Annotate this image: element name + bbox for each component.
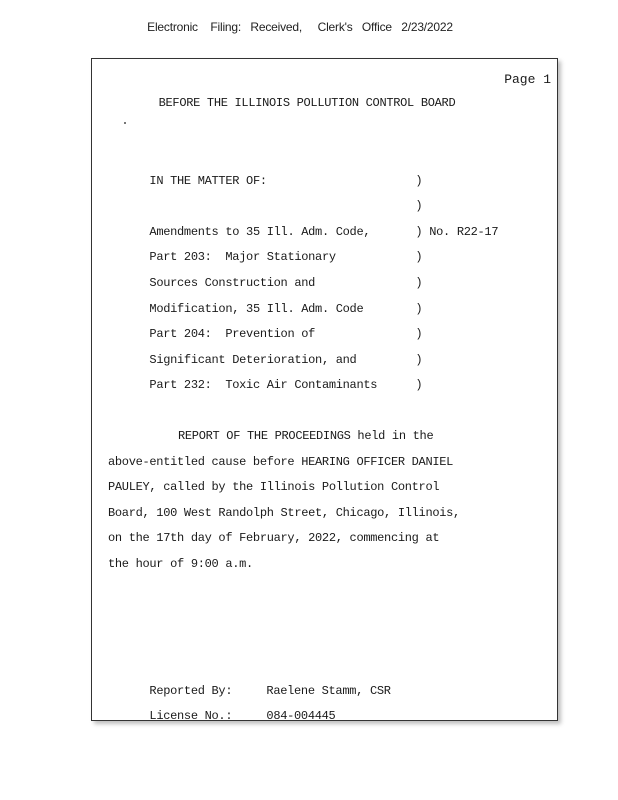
report-line: on the 17th day of February, 2022, commencing at bbox=[108, 531, 440, 546]
caption-paren: ) bbox=[415, 199, 423, 214]
board-title: BEFORE THE ILLINOIS POLLUTION CONTROL BOARD bbox=[158, 96, 456, 110]
caption-paren: ) bbox=[415, 352, 423, 367]
report-line: PAULEY, called by the Illinois Pollution Control bbox=[108, 480, 440, 495]
license-value: 084-004445 bbox=[266, 709, 336, 724]
caption-paren: ) bbox=[415, 327, 423, 342]
reported-by-row bbox=[108, 653, 391, 698]
report-line: above-entitled cause before HEARING OFFICER DANIEL bbox=[108, 454, 454, 469]
caption-paren: ) bbox=[415, 250, 423, 265]
caption-row bbox=[108, 271, 498, 316]
caption-text: IN THE MATTER OF: bbox=[149, 173, 267, 188]
caption-text: Part 204: Prevention of bbox=[149, 327, 316, 342]
caption-row bbox=[108, 322, 498, 367]
caption-paren: ) bbox=[415, 275, 423, 290]
electronic-filing-stamp: Electronic Filing: Received, Clerk's Office 2/23/2022 bbox=[147, 20, 453, 34]
transcript-page bbox=[91, 58, 558, 724]
caption-text: Significant Deterioration, and bbox=[149, 352, 357, 367]
license-label: License No.: bbox=[149, 709, 233, 724]
caption-text: Sources Construction and bbox=[149, 275, 316, 290]
caption-row bbox=[108, 169, 498, 214]
caption-paren: ) bbox=[415, 301, 423, 316]
reported-by-label: Reported By: bbox=[149, 683, 233, 698]
caption-text: Modification, 35 Ill. Adm. Code bbox=[149, 301, 364, 316]
caption-text: Part 232: Toxic Air Contaminants bbox=[149, 378, 378, 393]
caption-row bbox=[108, 348, 498, 393]
report-line: Board, 100 West Randolph Street, Chicago, Illinois, bbox=[108, 505, 460, 520]
caption-row bbox=[108, 143, 498, 188]
reported-by-value: Raelene Stamm, CSR bbox=[266, 683, 391, 698]
case-caption bbox=[108, 143, 499, 393]
caption-row bbox=[108, 297, 498, 342]
page-number: Page 1 bbox=[504, 72, 551, 87]
reporter-info bbox=[108, 653, 391, 724]
caption-text: Part 203: Major Stationary bbox=[149, 250, 336, 265]
stray-mark bbox=[124, 122, 126, 124]
caption-paren: ) bbox=[415, 378, 423, 393]
caption-paren: ) bbox=[415, 173, 423, 188]
caption-row bbox=[108, 220, 498, 265]
caption-row bbox=[108, 194, 499, 239]
report-line: the hour of 9:00 a.m. bbox=[108, 556, 253, 571]
report-line: REPORT OF THE PROCEEDINGS held in the bbox=[178, 429, 434, 443]
caption-row bbox=[108, 245, 498, 290]
caption-text: Amendments to 35 Ill. Adm. Code, bbox=[149, 224, 371, 239]
report-paragraph bbox=[108, 424, 528, 578]
docket-number: ) No. R22-17 bbox=[415, 224, 499, 239]
